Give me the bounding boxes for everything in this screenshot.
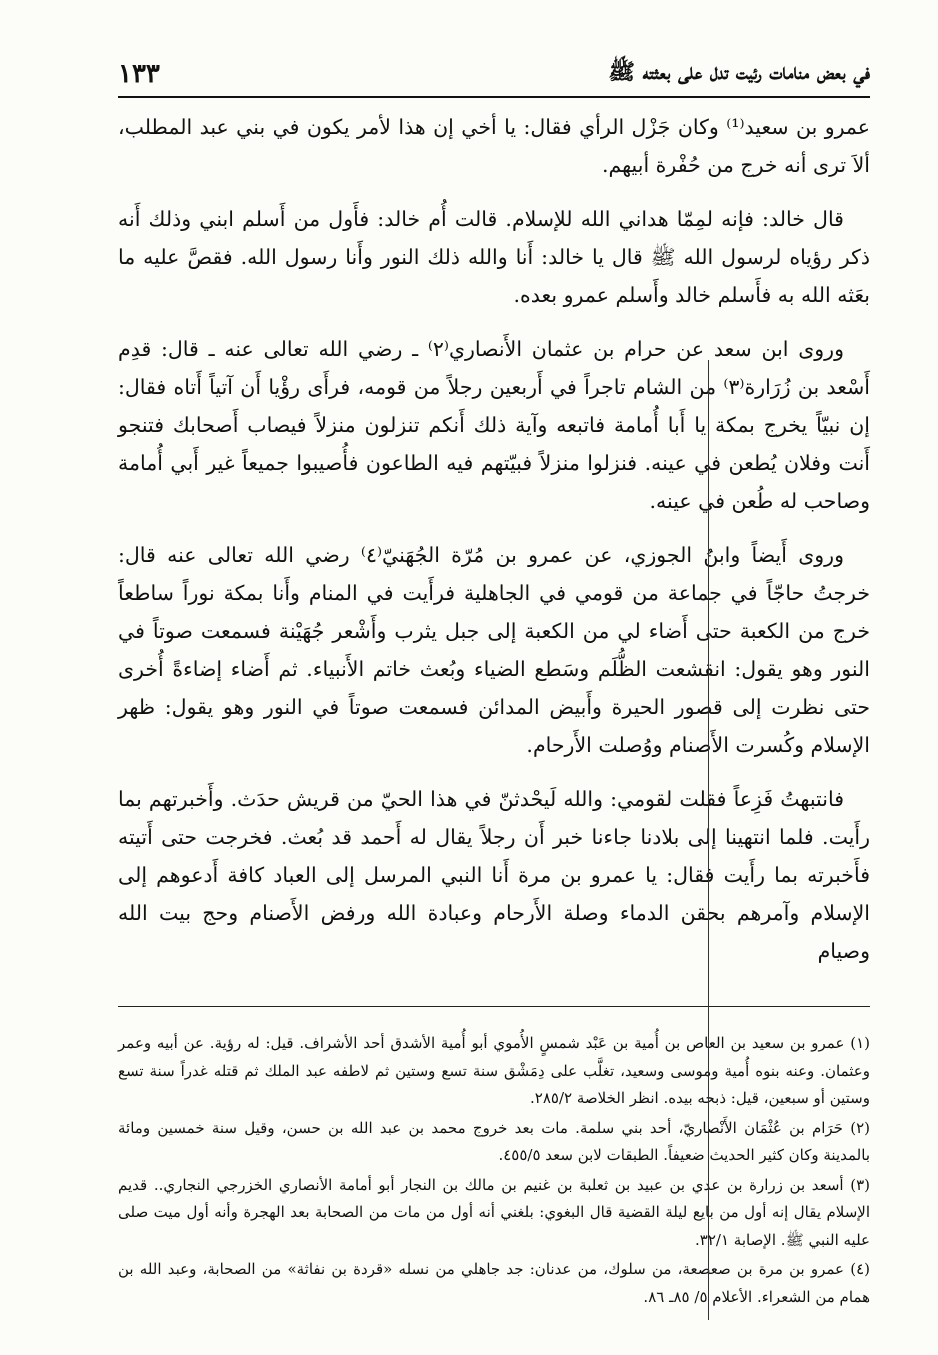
page-header [118,52,870,96]
footnote-divider [118,1006,870,1007]
paragraph: فانتبهتُ فَزِعاً فقلت لقومي: والله لَيحْدثنّ في هذا الحيّ من قريش حدَث. وأَخبرتهم بما رأَيت. فلما انتهينا إلى بلادنا جاءنا خبر أَن رجلاً يقال له أَحمد قد بُعث. فخرجت حتى أَتيته فأَخبرته بما رأَيت فقال: يا عمرو بن مرة أَنا النبي المرسل إلى العباد كافة أَدعوهم إلى الإسلام وآمرهم بحقن الدماء وصلة الأَرحام وعبادة الله ورفض الأَصنام وحج بيت الله وصيام [118,787,870,963]
paragraph: وروى ابن سعد عن حرام بن عثمان الأَنصاري⁽٢⁾ ـ رضي الله تعالى عنه ـ قال: قدِم أَسْعد بن زُرَارة⁽٣⁾ من الشام تاجراً في أَربعين رجلاً من قومه، فرأَى رؤْيا أَن آتياً أَتاه فقال: إن نبيّاً يخرج بمكة يا أَبا أُمامة فاتبعه وآية ذلك أَنكم تنزلون منزلاً فيصاب أَصحابك فتنجو أَنت وفلان يُطعن في عينه. فنزلوا منزلاً فبيّتهم فيه الطاعون فأُصيبوا جميعاً غير أَبي أُمامة وصاحب له طُعن في عينه. [118,337,870,513]
page-number: ١٣٣ [118,59,160,89]
header-divider [118,96,870,98]
scan-artifact-line [708,360,709,1320]
footnote: (١) عمرو بن سعيد بن العاص بن أُمية بن عَبْد شمسٍ الأُموي أبو أُمية الأشدق أحد الأشراف. قيل: له رؤية. عن أبيه وعمر وعثمان. وعنه بنوه أُمية وموسى وسعيد، تغلَّب على دِمَشْق سنة تسع وستين ثم لاطفه عبد الملك ثم قتله غدراً سنة تسع وستين أو سبعين، قيل: ذبحه بيده. انظر الخلاصة ٢٨٥/٢. [118,1034,870,1107]
footnotes [118,1030,870,1313]
footnote: (٢) حَرَام بن عُثْمَان الأَنْصاريّ، أحد بني سلمة. مات بعد خروج محمد بن عبد الله بن حسن، وقيل سنة خمسين ومائة بالمدينة وكان كثير الحديث ضعيفاً. الطبقات لابن سعد ٤٥٥/٥. [118,1118,870,1164]
running-title: في بعض منامات رئيت تدل على بعثته ﷺ [608,59,870,85]
footnote: (٣) أسعد بن زرارة بن عدي بن عبيد بن ثعلبة بن غنيم بن مالك بن النجار أبو أمامة الأنصاري الخزرجي النجاري.. قديم الإسلام يقال إنه أول من بايع ليلة القضية قال البغوي: بلغني أنه أول من مات من الصحابة بعد الهجرة وأنه أول ميت صلى عليه النبي ﷺ. الإصابة ٣٢/١. [118,1175,870,1249]
footnote: (٤) عمرو بن مرة بن صعصعة، من سلوك، من عدنان: جد جاهلي من نسله «قردة بن نفاثة» من الصحابة، وعبد الله بن همام من الشعراء. الأعلام ٥/ ٨٥ـ ٨٦. [118,1260,870,1306]
paragraph: قال خالد: فإنه لمِمّا هداني الله للإسلام. قالت أُم خالد: فأَول من أَسلم ابني وذلك أَنه ذكر رؤياه لرسول الله ﷺ قال يا خالد: أَنا والله ذلك النور وأَنا رسول الله. فقصَّ عليه ما بعَثه الله به فأَسلم خالد وأَسلم عمرو بعده. [118,207,870,307]
paragraph: وروى أَيضاً وابنُ الجوزي، عن عمرو بن مُرّة الجُهَنيّ⁽٤⁾ رضي الله تعالى عنه قال: خرجتُ حاجّاً في جماعة من قومي في الجاهلية فرأَيت في المنام وأَنا بمكة نوراً ساطعاً خرج من الكعبة حتى أَضاء لي من الكعبة إلى جبل يثرب وأَشْعر جُهَيْنة فسمعت صوتاً في النور وهو يقول: انقشعت الظُّلَم وسَطع الضياء وبُعث خاتم الأَنبياء. ثم أَضاء إضاءةً أُخرى حتى نظرت إلى قصور الحيرة وأَبيض المدائن فسمعت صوتاً في النور وهو يقول: ظهر الإسلام وكُسرت الأَصنام ووُصلت الأَرحام. [118,543,870,757]
main-text [118,108,870,986]
paragraph: عمرو بن سعيد⁽¹⁾ وكان جَزْل الرأي فقال: يا أخي إن هذا لأمر يكون في بني عبد المطلب، ألاَ ترى أنه خرج من حُفْرة أبيهم. [118,115,870,177]
